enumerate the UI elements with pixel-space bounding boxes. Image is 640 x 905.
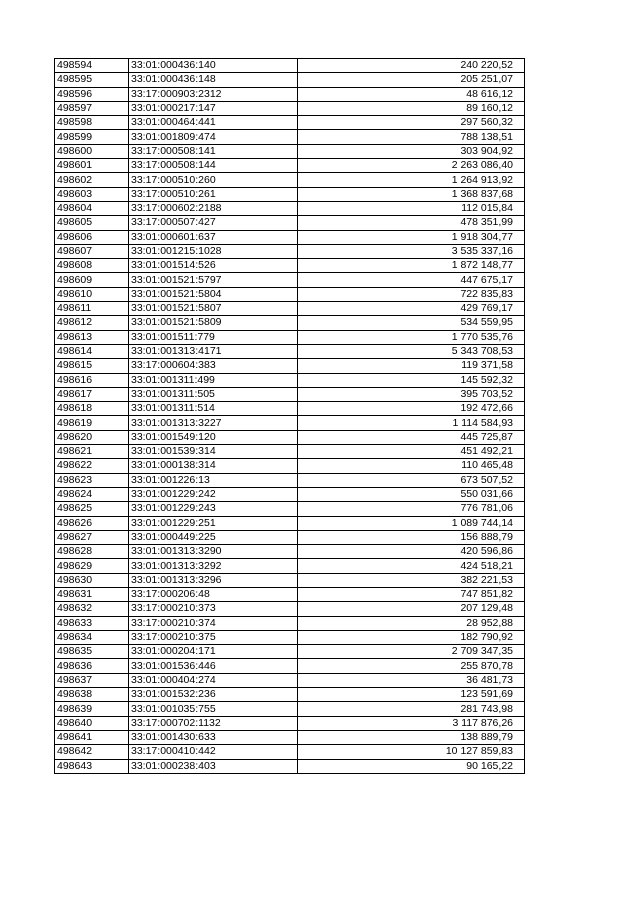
table-row xyxy=(55,516,525,530)
table-row xyxy=(55,302,525,316)
cadastral-value-cell: 281 743,98 xyxy=(298,702,525,716)
cadastral-number-cell: 33:01:001809:474 xyxy=(129,130,298,144)
cadastral-number-cell: 33:01:000464:441 xyxy=(129,116,298,130)
row-number-cell: 498642 xyxy=(55,745,129,759)
row-number-cell: 498622 xyxy=(55,459,129,473)
cadastral-number-cell: 33:01:001229:242 xyxy=(129,487,298,501)
cadastral-value-cell: 1 089 744,14 xyxy=(298,516,525,530)
table-row xyxy=(55,545,525,559)
cadastral-value-cell: 123 591,69 xyxy=(298,688,525,702)
table-row xyxy=(55,688,525,702)
cadastral-value-cell: 747 851,82 xyxy=(298,587,525,601)
cadastral-number-cell: 33:01:001514:526 xyxy=(129,259,298,273)
cadastral-value-cell: 138 889,79 xyxy=(298,730,525,744)
table-row xyxy=(55,87,525,101)
cadastral-number-cell: 33:01:000217:147 xyxy=(129,101,298,115)
cadastral-value-cell: 534 559,95 xyxy=(298,316,525,330)
cadastral-number-cell: 33:01:001311:514 xyxy=(129,402,298,416)
table-row xyxy=(55,530,525,544)
table-row xyxy=(55,487,525,501)
cadastral-value-cell: 5 343 708,53 xyxy=(298,344,525,358)
cadastral-value-cell: 89 160,12 xyxy=(298,101,525,115)
row-number-cell: 498616 xyxy=(55,373,129,387)
table-row xyxy=(55,573,525,587)
cadastral-value-cell: 429 769,17 xyxy=(298,302,525,316)
cadastral-number-cell: 33:17:000604:383 xyxy=(129,359,298,373)
table-row xyxy=(55,559,525,573)
table-row xyxy=(55,630,525,644)
row-number-cell: 498600 xyxy=(55,144,129,158)
cadastral-number-cell: 33:17:000508:141 xyxy=(129,144,298,158)
cadastral-number-cell: 33:01:001532:236 xyxy=(129,688,298,702)
cadastral-number-cell: 33:17:000507:427 xyxy=(129,216,298,230)
table-row xyxy=(55,201,525,215)
table-row xyxy=(55,616,525,630)
table-row xyxy=(55,416,525,430)
cadastral-value-cell: 10 127 859,83 xyxy=(298,745,525,759)
cadastral-number-cell: 33:01:000404:274 xyxy=(129,673,298,687)
cadastral-value-cell: 550 031,66 xyxy=(298,487,525,501)
cadastral-number-cell: 33:01:000204:171 xyxy=(129,645,298,659)
table-row xyxy=(55,673,525,687)
row-number-cell: 498597 xyxy=(55,101,129,115)
cadastral-value-cell: 36 481,73 xyxy=(298,673,525,687)
table-row xyxy=(55,144,525,158)
row-number-cell: 498618 xyxy=(55,402,129,416)
cadastral-value-cell: 28 952,88 xyxy=(298,616,525,630)
row-number-cell: 498634 xyxy=(55,630,129,644)
table-row xyxy=(55,259,525,273)
cadastral-value-cell: 478 351,99 xyxy=(298,216,525,230)
cadastral-value-cell: 110 465,48 xyxy=(298,459,525,473)
table-row xyxy=(55,445,525,459)
row-number-cell: 498617 xyxy=(55,387,129,401)
cadastral-number-cell: 33:01:000449:225 xyxy=(129,530,298,544)
table-row xyxy=(55,659,525,673)
row-number-cell: 498639 xyxy=(55,702,129,716)
cadastral-value-cell: 90 165,22 xyxy=(298,759,525,773)
row-number-cell: 498614 xyxy=(55,344,129,358)
table-row xyxy=(55,645,525,659)
cadastral-number-cell: 33:01:001521:5797 xyxy=(129,273,298,287)
cadastral-number-cell: 33:01:001313:4171 xyxy=(129,344,298,358)
cadastral-value-cell: 207 129,48 xyxy=(298,602,525,616)
table-row xyxy=(55,59,525,73)
row-number-cell: 498636 xyxy=(55,659,129,673)
cadastral-number-cell: 33:01:001035:755 xyxy=(129,702,298,716)
cadastral-number-cell: 33:01:001311:505 xyxy=(129,387,298,401)
table-row xyxy=(55,116,525,130)
cadastral-number-cell: 33:17:000410:442 xyxy=(129,745,298,759)
row-number-cell: 498610 xyxy=(55,287,129,301)
cadastral-number-cell: 33:01:001311:499 xyxy=(129,373,298,387)
table-row xyxy=(55,473,525,487)
row-number-cell: 498628 xyxy=(55,545,129,559)
table-row xyxy=(55,459,525,473)
table-row xyxy=(55,244,525,258)
row-number-cell: 498620 xyxy=(55,430,129,444)
row-number-cell: 498632 xyxy=(55,602,129,616)
table-row xyxy=(55,730,525,744)
table-row xyxy=(55,759,525,773)
row-number-cell: 498630 xyxy=(55,573,129,587)
cadastral-number-cell: 33:01:000601:637 xyxy=(129,230,298,244)
cadastral-number-cell: 33:01:001229:243 xyxy=(129,502,298,516)
cadastral-value-cell: 48 616,12 xyxy=(298,87,525,101)
cadastral-number-cell: 33:01:001313:3290 xyxy=(129,545,298,559)
cadastral-value-cell: 3 535 337,16 xyxy=(298,244,525,258)
cadastral-value-cell: 788 138,51 xyxy=(298,130,525,144)
cadastral-value-cell: 395 703,52 xyxy=(298,387,525,401)
cadastral-value-cell: 119 371,58 xyxy=(298,359,525,373)
table-row xyxy=(55,101,525,115)
table-row xyxy=(55,216,525,230)
row-number-cell: 498615 xyxy=(55,359,129,373)
table-row xyxy=(55,173,525,187)
cadastral-number-cell: 33:17:000508:144 xyxy=(129,159,298,173)
table-row xyxy=(55,187,525,201)
cadastral-number-cell: 33:17:000210:374 xyxy=(129,616,298,630)
cadastral-value-cell: 445 725,87 xyxy=(298,430,525,444)
cadastral-number-cell: 33:01:001430:633 xyxy=(129,730,298,744)
cadastral-number-cell: 33:17:000903:2312 xyxy=(129,87,298,101)
row-number-cell: 498624 xyxy=(55,487,129,501)
cadastral-number-cell: 33:01:001313:3292 xyxy=(129,559,298,573)
cadastral-value-cell: 673 507,52 xyxy=(298,473,525,487)
cadastral-value-cell: 182 790,92 xyxy=(298,630,525,644)
row-number-cell: 498604 xyxy=(55,201,129,215)
cadastral-number-cell: 33:01:001521:5809 xyxy=(129,316,298,330)
row-number-cell: 498608 xyxy=(55,259,129,273)
cadastral-number-cell: 33:17:000510:260 xyxy=(129,173,298,187)
table-row xyxy=(55,502,525,516)
row-number-cell: 498623 xyxy=(55,473,129,487)
cadastral-value-cell: 451 492,21 xyxy=(298,445,525,459)
row-number-cell: 498594 xyxy=(55,59,129,73)
cadastral-value-cell: 145 592,32 xyxy=(298,373,525,387)
cadastral-value-cell: 722 835,83 xyxy=(298,287,525,301)
table-row xyxy=(55,373,525,387)
row-number-cell: 498609 xyxy=(55,273,129,287)
table-body xyxy=(55,59,525,774)
cadastral-value-cell: 1 872 148,77 xyxy=(298,259,525,273)
cadastral-value-cell: 2 709 347,35 xyxy=(298,645,525,659)
row-number-cell: 498607 xyxy=(55,244,129,258)
row-number-cell: 498626 xyxy=(55,516,129,530)
cadastral-value-cell: 255 870,78 xyxy=(298,659,525,673)
cadastral-value-cell: 1 770 535,76 xyxy=(298,330,525,344)
cadastral-value-cell: 1 918 304,77 xyxy=(298,230,525,244)
table-row xyxy=(55,330,525,344)
cadastral-number-cell: 33:01:001313:3296 xyxy=(129,573,298,587)
cadastral-number-cell: 33:01:001536:446 xyxy=(129,659,298,673)
cadastral-number-cell: 33:17:000702:1132 xyxy=(129,716,298,730)
row-number-cell: 498611 xyxy=(55,302,129,316)
cadastral-number-cell: 33:17:000210:375 xyxy=(129,630,298,644)
cadastral-number-cell: 33:01:001313:3227 xyxy=(129,416,298,430)
cadastral-number-cell: 33:01:001549:120 xyxy=(129,430,298,444)
cadastral-value-cell: 2 263 086,40 xyxy=(298,159,525,173)
cadastral-number-cell: 33:01:001521:5807 xyxy=(129,302,298,316)
table-row xyxy=(55,273,525,287)
cadastral-number-cell: 33:01:001226:13 xyxy=(129,473,298,487)
row-number-cell: 498629 xyxy=(55,559,129,573)
cadastral-value-cell: 382 221,53 xyxy=(298,573,525,587)
table-row xyxy=(55,130,525,144)
cadastral-value-table xyxy=(54,58,525,774)
table-row xyxy=(55,359,525,373)
cadastral-number-cell: 33:01:001511:779 xyxy=(129,330,298,344)
cadastral-number-cell: 33:17:000510:261 xyxy=(129,187,298,201)
row-number-cell: 498631 xyxy=(55,587,129,601)
row-number-cell: 498637 xyxy=(55,673,129,687)
row-number-cell: 498598 xyxy=(55,116,129,130)
cadastral-number-cell: 33:17:000210:373 xyxy=(129,602,298,616)
cadastral-value-cell: 447 675,17 xyxy=(298,273,525,287)
row-number-cell: 498606 xyxy=(55,230,129,244)
row-number-cell: 498633 xyxy=(55,616,129,630)
cadastral-value-cell: 112 015,84 xyxy=(298,201,525,215)
table-row xyxy=(55,387,525,401)
row-number-cell: 498621 xyxy=(55,445,129,459)
table-row xyxy=(55,159,525,173)
cadastral-number-cell: 33:01:001229:251 xyxy=(129,516,298,530)
row-number-cell: 498601 xyxy=(55,159,129,173)
cadastral-number-cell: 33:17:000206:48 xyxy=(129,587,298,601)
table-row xyxy=(55,73,525,87)
table-row xyxy=(55,602,525,616)
cadastral-value-cell: 156 888,79 xyxy=(298,530,525,544)
cadastral-value-cell: 424 518,21 xyxy=(298,559,525,573)
row-number-cell: 498595 xyxy=(55,73,129,87)
table-row xyxy=(55,587,525,601)
table-row xyxy=(55,230,525,244)
cadastral-value-cell: 303 904,92 xyxy=(298,144,525,158)
row-number-cell: 498603 xyxy=(55,187,129,201)
cadastral-value-cell: 205 251,07 xyxy=(298,73,525,87)
row-number-cell: 498605 xyxy=(55,216,129,230)
row-number-cell: 498613 xyxy=(55,330,129,344)
row-number-cell: 498619 xyxy=(55,416,129,430)
cadastral-value-cell: 240 220,52 xyxy=(298,59,525,73)
cadastral-value-cell: 297 560,32 xyxy=(298,116,525,130)
cadastral-number-cell: 33:17:000602:2188 xyxy=(129,201,298,215)
row-number-cell: 498625 xyxy=(55,502,129,516)
cadastral-value-cell: 1 368 837,68 xyxy=(298,187,525,201)
row-number-cell: 498635 xyxy=(55,645,129,659)
row-number-cell: 498627 xyxy=(55,530,129,544)
cadastral-number-cell: 33:01:001215:1028 xyxy=(129,244,298,258)
cadastral-number-cell: 33:01:000238:403 xyxy=(129,759,298,773)
cadastral-number-cell: 33:01:001539:314 xyxy=(129,445,298,459)
table-row xyxy=(55,716,525,730)
table-row xyxy=(55,430,525,444)
cadastral-number-cell: 33:01:001521:5804 xyxy=(129,287,298,301)
row-number-cell: 498596 xyxy=(55,87,129,101)
row-number-cell: 498599 xyxy=(55,130,129,144)
row-number-cell: 498640 xyxy=(55,716,129,730)
row-number-cell: 498602 xyxy=(55,173,129,187)
table-row xyxy=(55,702,525,716)
table-row xyxy=(55,745,525,759)
row-number-cell: 498643 xyxy=(55,759,129,773)
cadastral-number-cell: 33:01:000436:148 xyxy=(129,73,298,87)
table-row xyxy=(55,287,525,301)
row-number-cell: 498638 xyxy=(55,688,129,702)
cadastral-value-cell: 192 472,66 xyxy=(298,402,525,416)
table-row xyxy=(55,316,525,330)
table-row xyxy=(55,344,525,358)
cadastral-value-cell: 420 596,86 xyxy=(298,545,525,559)
row-number-cell: 498612 xyxy=(55,316,129,330)
cadastral-number-cell: 33:01:000138:314 xyxy=(129,459,298,473)
row-number-cell: 498641 xyxy=(55,730,129,744)
cadastral-value-cell: 3 117 876,26 xyxy=(298,716,525,730)
cadastral-value-cell: 776 781,06 xyxy=(298,502,525,516)
cadastral-number-cell: 33:01:000436:140 xyxy=(129,59,298,73)
cadastral-value-cell: 1 264 913,92 xyxy=(298,173,525,187)
cadastral-value-cell: 1 114 584,93 xyxy=(298,416,525,430)
table-row xyxy=(55,402,525,416)
